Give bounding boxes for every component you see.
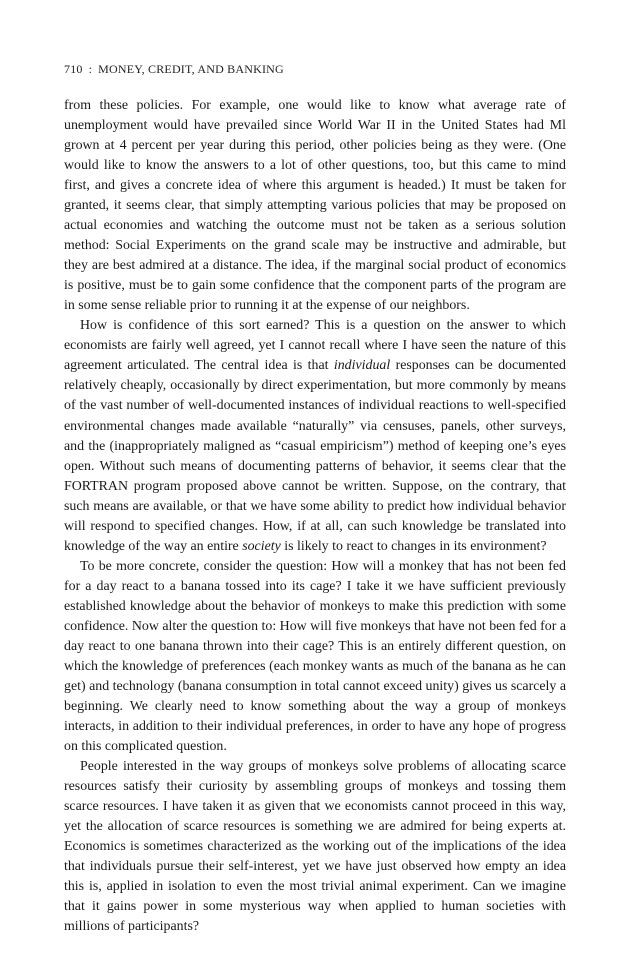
emphasis-individual: individual [333, 358, 391, 374]
paragraph-1: from these policies. For example, one would like to know what average rate of unemployment would have prevailed since World War II in the United States had Ml grown at 4 percent per year during this period, other policies being as they were. (One would like to know the answers to a lot of other questions, too, but this came to mind first, and gives a concrete idea of where this argument is headed.) It must be taken for granted, it seems clear, that simply attempting various policies that may be proposed on actual economies and watching the outcome must not be taken as a serious solution method: Social Experiments on the grand scale may be instructive and admirable, but they are best admired at a distance. The idea, if the marginal social product of economics is positive, must be to gain some confidence that the component parts of the program are in some sense reliable prior to running it at the expense of our neighbors. [64, 98, 566, 314]
page-number: 710 [64, 62, 83, 76]
running-title: MONEY, CREDIT, AND BANKING [98, 62, 284, 76]
paragraph-2-part-c: is likely to react to changes in its environment? [280, 538, 547, 554]
paragraph-3: To be more concrete, consider the question: How will a monkey that has not been fed for a day react to a banana tossed into its cage? I take it we have sufficient previously established knowledge about the behavior of monkeys to make this prediction with some confidence. Now alter the question to: How will five monkeys that have not been fed for a day react to one banana thrown into their cage? This is an entirely different question, on which the knowledge of preferences (each monkey wants as much of the banana as he can get) and technology (banana consumption in total cannot exceed unity) gives us scarcely a beginning. We clearly need to know something about the way a group of monkeys interacts, in addition to their individual preferences, in order to have any hope of progress on this complicated question. [64, 558, 566, 754]
emphasis-society: society [242, 538, 281, 554]
paragraph-4: People interested in the way groups of monkeys solve problems of allocating scarce resources satisfy their curiosity by assembling groups of monkeys and tossing them scarce resources. I have taken it as given that we economists cannot proceed in this way, yet the allocation of scarce resources is something we are admired for being experts at. Economics is sometimes characterized as the working out of the implications of the idea that individuals pursue their self-interest, yet we have just observed how empty an idea this is, applied in isolation to even the most trivial animal experiment. Can we imagine that it gains power in some mysterious way when applied to human societies with millions of participants? [64, 759, 566, 935]
body-text [64, 96, 566, 937]
running-head-separator: : [88, 62, 93, 76]
paragraph-2-part-a: How is confidence of this sort earned? This is a question on the answer to which economists are fairly well agreed, yet I cannot recall where I have seen the nature of this agreement articulated. The central idea is that [64, 318, 566, 374]
running-head [64, 62, 284, 77]
paragraph-2 [64, 316, 566, 556]
paragraph-2-part-b: responses can be documented relatively cheaply, occasionally by direct experimentation, but more commonly by means of the vast number of well-documented instances of individual reactions to well-specified environmental changes made available “naturally” via censuses, panels, other surveys, and the (inappropriately maligned as “casual empiricism”) method of keeping one’s eyes open. Without such means of documenting patterns of behavior, it seems clear that the FORTRAN program proposed above cannot be written. Suppose, on the contrary, that such means are available, or that we have some ability to predict how individual behavior will respond to specified changes. How, if at all, can such knowledge be translated into knowledge of the way an entire [64, 358, 566, 554]
